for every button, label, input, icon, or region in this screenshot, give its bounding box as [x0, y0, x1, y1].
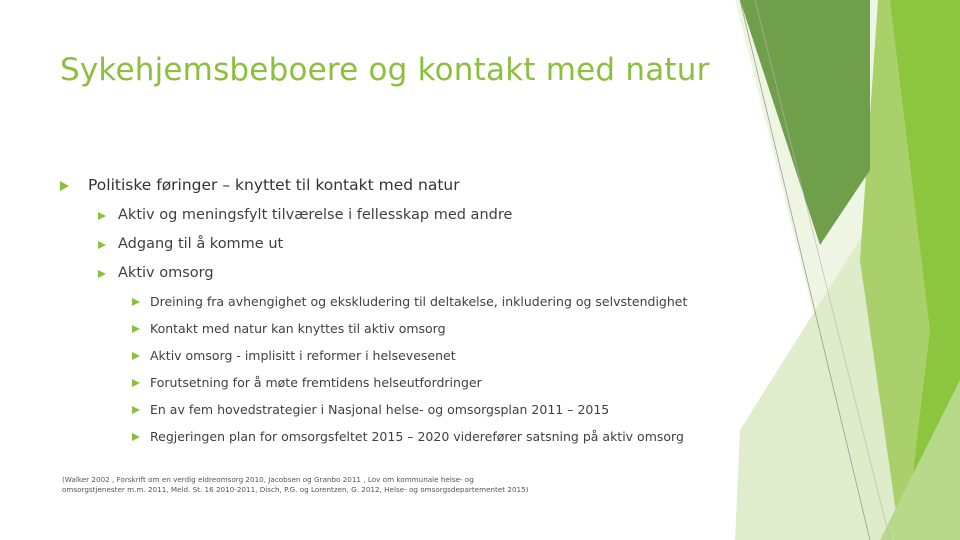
diamond-bullet-icon	[132, 433, 140, 441]
bullet-text: Aktiv omsorg - implisitt i reformer i helsevesenet	[150, 348, 456, 363]
bullet-level3	[150, 321, 446, 336]
diamond-bullet-icon	[98, 241, 106, 249]
bullet-text: Adgang til å komme ut	[118, 236, 284, 252]
bullet-level2	[118, 236, 283, 252]
bullet-level3	[150, 348, 456, 363]
bullet-text: Regjeringen plan for omsorgsfeltet 2015 – 2020 viderefører satsning på aktiv omsorg	[150, 429, 684, 444]
bullet-text: Dreining fra avhengighet og ekskludering til deltakelse, inkludering og selvstendighet	[150, 294, 688, 309]
bullet-level3	[150, 429, 684, 444]
slide-title: Sykehjemsbeboere og kontakt med natur	[60, 52, 710, 88]
bullet-text: Aktiv og meningsfylt tilværelse i fellesskap med andre	[118, 207, 513, 223]
diamond-bullet-icon	[132, 406, 140, 414]
diamond-bullet-icon	[132, 298, 140, 306]
bullet-level3	[150, 402, 609, 417]
diamond-bullet-icon	[132, 379, 140, 387]
bullet-level2	[118, 265, 214, 281]
bullet-text: En av fem hovedstrategier i Nasjonal helse- og omsorgsplan 2011 – 2015	[150, 402, 610, 417]
bullet-level3	[150, 294, 687, 309]
diamond-bullet-icon	[98, 270, 106, 278]
diamond-bullet-icon	[132, 352, 140, 360]
diamond-bullet-icon	[60, 181, 69, 191]
reference-text: (Walker 2002 , Forskrift om en verdig eldreomsorg 2010, Jacobsen og Granbo 2011 , Lov om kommunale helse- og omsorgstjenester m.m. 2011, Meld. St. 16 2010-2011, Disch, P.G. og Lorentzen, G. 2012, Helse- og omsorgsdepartementet 2015)	[62, 475, 529, 494]
bullet-text: Politiske føringer – knyttet til kontakt med natur	[88, 176, 460, 194]
bullet-text: Aktiv omsorg	[118, 265, 214, 281]
bullet-level3	[150, 375, 482, 390]
bullet-level2	[118, 207, 512, 223]
diamond-bullet-icon	[132, 325, 140, 333]
bullet-text: Kontakt med natur kan knyttes til aktiv omsorg	[150, 321, 446, 336]
diamond-bullet-icon	[98, 212, 106, 220]
bullet-text: Forutsetning for å møte fremtidens helseutfordringer	[150, 375, 482, 390]
bullet-level1	[88, 176, 460, 194]
